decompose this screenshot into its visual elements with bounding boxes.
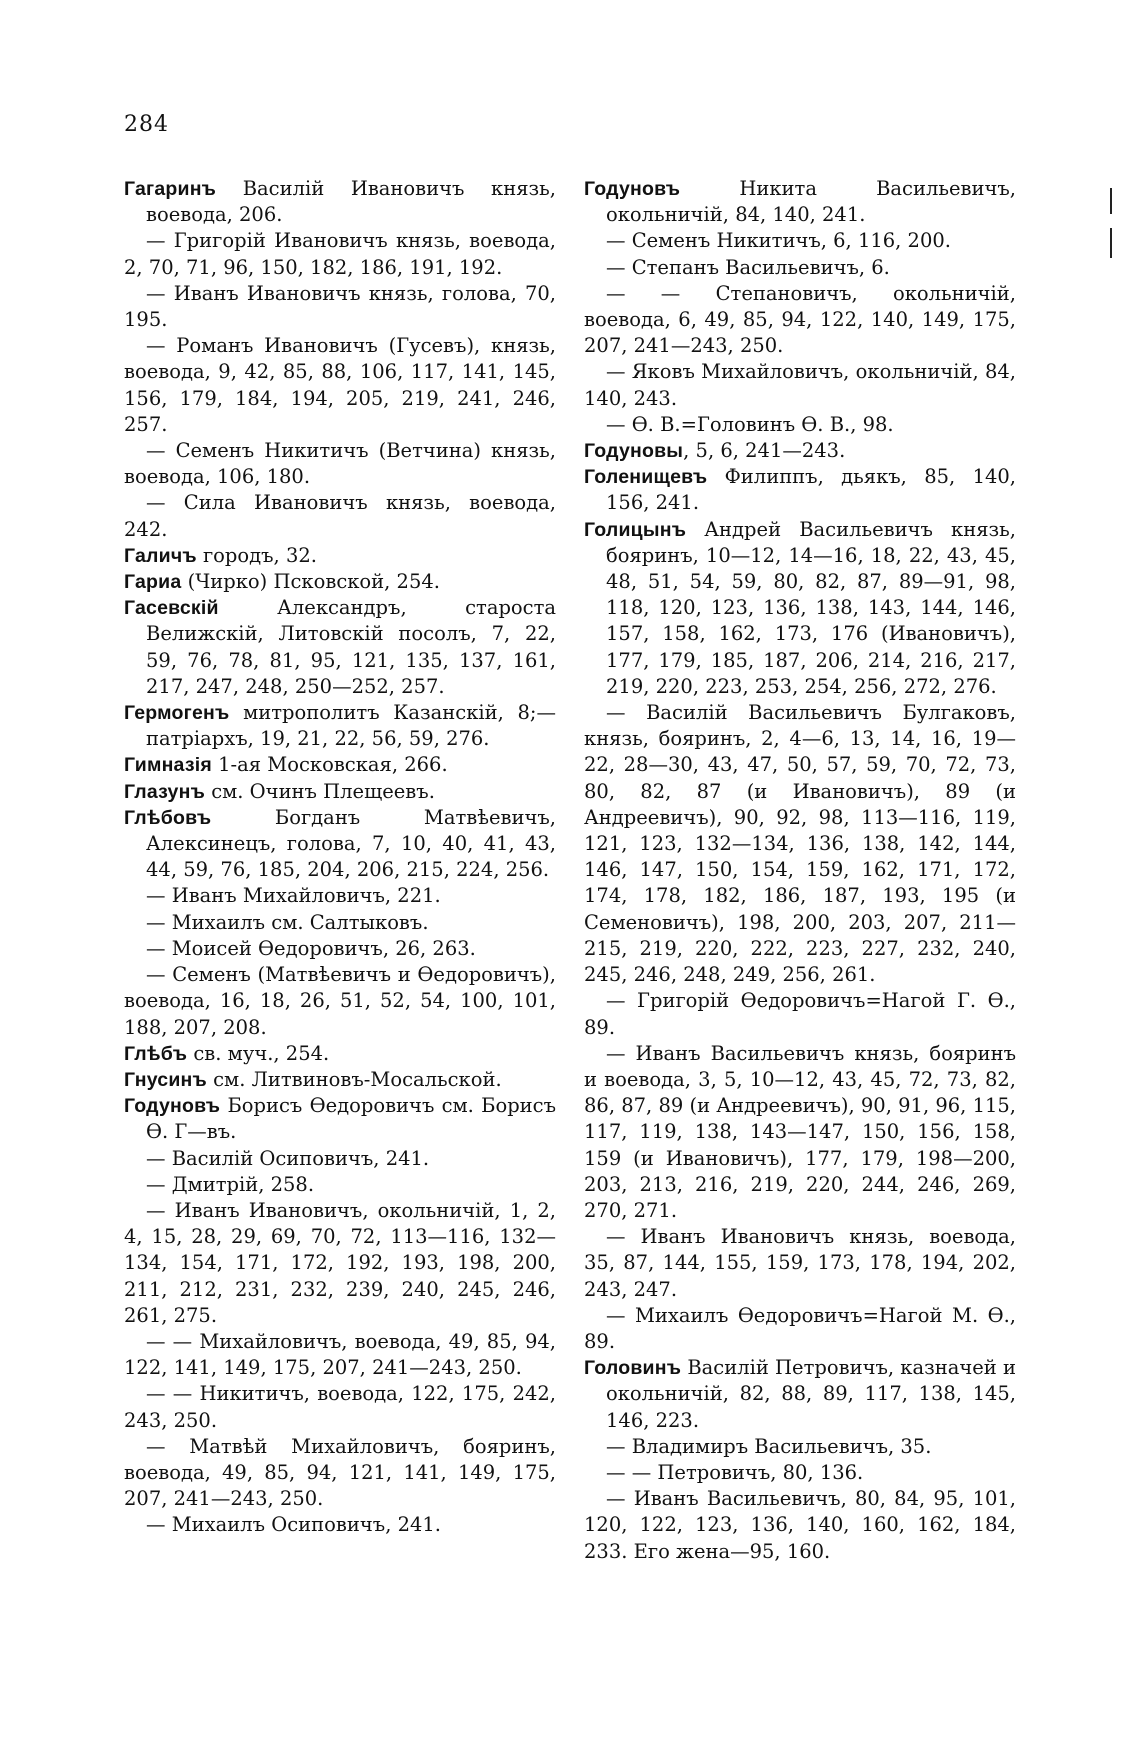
index-entry: [584, 988, 1016, 1040]
entry-text: — Семенъ (Матвѣевичъ и Өедоровичъ), воевода, 16, 18, 26, 51, 52, 54, 100, 101, 188, 207, 208.: [124, 963, 556, 1039]
entry-text: — Матвѣй Михайловичъ, бояринъ, воевода, 49, 85, 94, 121, 141, 149, 175, 207, 241—243, 250.: [124, 1434, 556, 1511]
index-column-left: [124, 176, 556, 1539]
entry-headword: Голенищевъ: [584, 466, 708, 489]
index-entry: [584, 359, 1016, 411]
entry-text: — Владимиръ Васильевичъ, 35.: [606, 1434, 932, 1458]
entry-text: — Иванъ Васильевичъ князь, бояринъ и воевода, 3, 5, 10—12, 43, 45, 72, 73, 82, 86, 87, 89 (и Андреевичъ), 90, 91, 96, 115, 117, 119, 138, 143—147, 150, 156, 158, 159 (и Ивановичъ), 177, 179, 198—200, 203, 213, 216, 219, 220, 244, 246, 269, 270, 271.: [584, 1041, 1016, 1222]
index-entry: [584, 1355, 1016, 1434]
entry-text: Богданъ Матвѣевичъ, Алексинецъ, голова, 7, 10, 40, 41, 43, 44, 59, 76, 185, 204, 206, 215, 224, 256.: [146, 805, 556, 882]
entry-headword: Гагаринъ: [124, 178, 217, 200]
index-entry: [584, 1224, 1016, 1303]
entry-text: (Чирко) Псковской, 254.: [181, 570, 440, 594]
entry-text: — Иванъ Васильевичъ, 80, 84, 95, 101, 120, 122, 123, 136, 140, 160, 162, 184, 233. Его жена—95, 160.: [584, 1487, 1016, 1563]
margin-mark: [1110, 188, 1112, 214]
index-entry: [584, 700, 1016, 988]
entry-text: — Сила Ивановичъ князь, воевода, 242.: [124, 491, 556, 541]
index-entry: [124, 1172, 556, 1198]
entry-text: — Григорій Ивановичъ князь, воевода, 2, 70, 71, 96, 150, 182, 186, 191, 192.: [124, 229, 556, 279]
margin-mark: [1110, 228, 1112, 258]
index-entry: [124, 805, 556, 884]
entry-text: — Семенъ Никитичъ (Ветчина) князь, воевода, 106, 180.: [124, 439, 556, 489]
index-entry: [124, 1067, 556, 1093]
index-entry: [124, 1512, 556, 1538]
index-entry: [124, 1146, 556, 1172]
entry-headword: Гермогенъ: [124, 702, 230, 725]
index-entry: [584, 464, 1016, 516]
entry-text: — Михаилъ см. Салтыковъ.: [146, 910, 429, 934]
index-entry: [124, 1198, 556, 1329]
index-entry: [124, 228, 556, 280]
index-entry: [124, 752, 556, 778]
entry-text: — — Петровичъ, 80, 136.: [606, 1460, 864, 1484]
index-entry: [124, 1041, 556, 1067]
index-entry: [584, 438, 1016, 464]
entry-text: — Василій Васильевичъ Булгаковъ, князь, бояринъ, 2, 4—6, 13, 14, 16, 19—22, 28—30, 43, 47, 50, 57, 59, 70, 72, 73, 80, 82, 87 (и Ивановичъ), 89 (и Андреевичъ), 90, 92, 98, 113—116, 119, 121, 123, 132—134, 136, 138, 142, 144, 146, 147, 150, 154, 159, 162, 171, 172, 174, 178, 182, 186, 187, 193, 195 (и Семеновичъ), 198, 200, 203, 207, 211—215, 219, 220, 222, 223, 227, 232, 240, 245, 246, 248, 249, 256, 261.: [584, 701, 1016, 987]
entry-text: — Дмитрій, 258.: [146, 1172, 315, 1196]
index-entry: [124, 1329, 556, 1381]
index-entry: [584, 1434, 1016, 1460]
index-entry: [124, 700, 556, 752]
entry-headword: Гимназія: [124, 754, 212, 777]
entry-headword: Головинъ: [584, 1357, 682, 1380]
index-entry: [124, 779, 556, 805]
entry-text: — — Степановичъ, окольничій, воевода, 6, 49, 85, 94, 122, 140, 149, 175, 207, 241—243, 250.: [584, 281, 1016, 358]
entry-text: 1-ая Московская, 266.: [211, 753, 448, 777]
entry-text: — — Михайловичъ, воевода, 49, 85, 94, 122, 141, 149, 175, 207, 241—243, 250.: [124, 1329, 556, 1380]
entry-text: митрополитъ Казанскій, 8;— патріархъ, 19, 21, 22, 56, 59, 276.: [146, 701, 556, 751]
entry-text: св. муч., 254.: [187, 1041, 330, 1065]
index-entry: [124, 569, 556, 595]
entry-text: — Иванъ Ивановичъ князь, воевода, 35, 87, 144, 155, 159, 173, 178, 194, 202, 243, 247.: [584, 1225, 1016, 1301]
entry-text: — Иванъ Михайловичъ, 221.: [146, 884, 441, 908]
index-entry: [124, 883, 556, 909]
index-entry: [124, 333, 556, 438]
entry-text: , 5, 6, 241—243.: [683, 439, 846, 463]
entry-text: Василій Ивановичъ князь, воевода, 206.: [146, 177, 556, 227]
index-entry: [124, 281, 556, 333]
entry-text: — Григорій Өедоровичъ=Нагой Г. Ө., 89.: [584, 989, 1016, 1039]
entry-text: Борисъ Өедоровичъ см. Борисъ Ө. Г—въ.: [146, 1094, 556, 1144]
entry-text: — Иванъ Ивановичъ, окольничій, 1, 2, 4, 15, 28, 29, 69, 70, 72, 113—116, 132—134, 154, 171, 172, 192, 193, 198, 200, 211, 212, 231, 232, 239, 240, 245, 246, 261, 275.: [124, 1198, 556, 1327]
entry-headword: Глазунъ: [124, 780, 205, 803]
entry-text: городъ, 32.: [196, 543, 317, 567]
index-entry: [584, 176, 1016, 228]
entry-text: см. Очинъ Плещеевъ.: [205, 779, 435, 803]
index-entry: [584, 1303, 1016, 1355]
index-entry: [124, 962, 556, 1041]
index-entry: [124, 1434, 556, 1513]
entry-text: Александръ, староста Велижскій, Литовскій посолъ, 7, 22, 59, 76, 78, 81, 95, 121, 135, 137, 161, 217, 247, 248, 250—252, 257.: [146, 596, 556, 698]
entry-text: — Степанъ Васильевичъ, 6.: [606, 255, 890, 279]
entry-text: — Моисей Өедоровичъ, 26, 263.: [146, 936, 476, 960]
entry-headword: Голицынъ: [584, 518, 687, 541]
entry-headword: Гнусинъ: [124, 1068, 207, 1091]
index-entry: [584, 255, 1016, 281]
index-entry: [584, 517, 1016, 700]
entry-text: — Романъ Ивановичъ (Гусевъ), князь, воевода, 9, 42, 85, 88, 106, 117, 141, 145, 156, 179, 184, 194, 205, 219, 241, 246, 257.: [124, 334, 556, 436]
page-number: 284: [124, 112, 169, 137]
entry-text: Андрей Васильевичъ князь, бояринъ, 10—12, 14—16, 18, 22, 43, 45, 48, 51, 54, 59, 80, 82, 87, 89—91, 98, 118, 120, 123, 136, 138, 143, 144, 146, 157, 158, 162, 173, 176 (Ивановичъ), 177, 179, 185, 187, 206, 214, 216, 217, 219, 220, 223, 253, 254, 256, 272, 276.: [606, 517, 1016, 698]
entry-headword: Галичъ: [124, 544, 197, 567]
index-entry: [124, 595, 556, 700]
index-entry: [584, 228, 1016, 254]
entry-headword: Глѣбовъ: [124, 806, 212, 829]
entry-text: Василій Петровичъ, казначей и окольничій, 82, 88, 89, 117, 138, 145, 146, 223.: [606, 1356, 1016, 1432]
entry-text: — — Никитичъ, воевода, 122, 175, 242, 243, 250.: [124, 1382, 556, 1432]
index-entry: [124, 1093, 556, 1145]
index-entry: [124, 176, 556, 228]
index-entry: [124, 910, 556, 936]
index-entry: [584, 1460, 1016, 1486]
entry-headword: Годуновъ: [584, 178, 681, 200]
index-entry: [584, 412, 1016, 438]
entry-headword: Гасевскій: [124, 597, 219, 620]
index-entry: [124, 936, 556, 962]
index-entry: [124, 490, 556, 542]
entry-text: Филиппъ, дьякъ, 85, 140, 156, 241.: [606, 465, 1016, 515]
entry-text: Никита Васильевичъ, окольничій, 84, 140, 241.: [606, 177, 1016, 227]
entry-text: — Михаилъ Осиповичъ, 241.: [146, 1513, 442, 1537]
entry-headword: Годуновъ: [124, 1095, 221, 1118]
index-entry: [584, 1486, 1016, 1565]
index-column-right: [584, 176, 1016, 1565]
entry-headword: Глѣбъ: [124, 1042, 188, 1065]
entry-text: — Василій Осиповичъ, 241.: [146, 1146, 430, 1170]
index-entry: [124, 438, 556, 490]
entry-text: — Иванъ Ивановичъ князь, голова, 70, 195.: [124, 281, 556, 332]
entry-text: см. Литвиновъ-Мосальской.: [206, 1067, 502, 1091]
entry-headword: Годуновы: [584, 440, 684, 463]
index-entry: [124, 543, 556, 569]
entry-text: — Михаилъ Өедоровичъ=Нагой М. Ө., 89.: [584, 1303, 1016, 1353]
index-entry: [124, 1381, 556, 1433]
entry-text: — Яковъ Михайловичъ, окольничій, 84, 140, 243.: [584, 360, 1016, 410]
index-entry: [584, 1041, 1016, 1224]
entry-text: — Ө. В.=Головинъ Ө. В., 98.: [606, 412, 894, 436]
entry-headword: Гариа: [124, 571, 182, 594]
entry-text: — Семенъ Никитичъ, 6, 116, 200.: [606, 229, 951, 253]
index-entry: [584, 281, 1016, 360]
